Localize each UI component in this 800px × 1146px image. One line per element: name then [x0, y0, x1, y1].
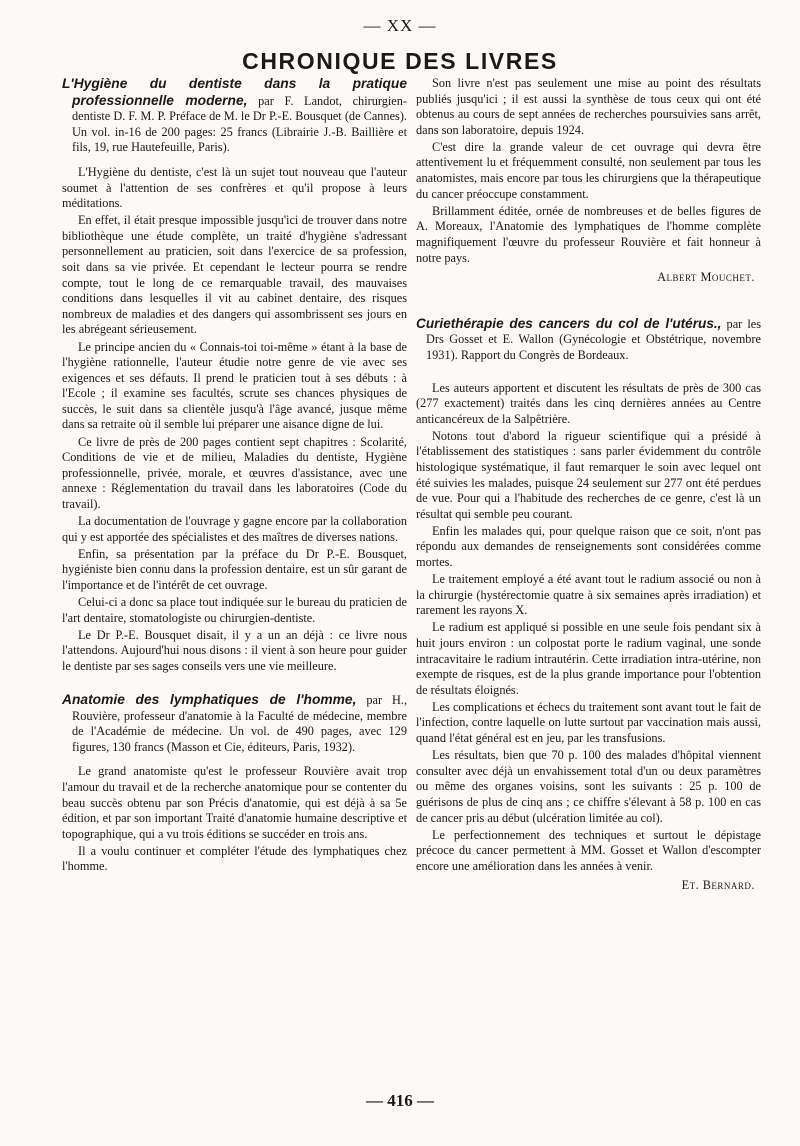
review-2-signature: Albert Mouchet. [657, 270, 755, 285]
review-3-paragraph: Le radium est appliqué si possible en une seule fois pendant six à huit jours environ : un colpostat porte le radium vaginal, une sonde intracavitaire le radium intrautérin. Cette irradiation intra-utérine, non exempte de risques, est de la plus grande importance pour l'obtention de résultats éloignés. [416, 620, 761, 697]
review-1-paragraph: Ce livre de près de 200 pages contient sept chapitres : Scolarité, Conditions de vie et de milieu, Maladies du dentiste, Hygiène professionnelle, privée, morale, et œuvres d'assistance, avec une annexe : Réglementation du travail dans les laboratoires (Code du travail). [62, 434, 407, 511]
review-2-paragraph: Son livre n'est pas seulement une mise au point des résultats publiés jusqu'ici ; il est aussi la synthèse de tous ceux qui ont été obtenus au cours de sept années de recherches poursuivies sans arrêt, dans son laboratoire, depuis 1924. [416, 76, 761, 137]
review-3-paragraph: Les auteurs apportent et discutent les résultats de près de 300 cas (277 exactement) traités dans les cinq dernières années au Centre anticancéreux de la Salpêtrière. [416, 380, 761, 426]
page-title: CHRONIQUE DES LIVRES [242, 48, 558, 74]
review-3-paragraph: Les résultats, bien que 70 p. 100 des malades d'hôpital viennent consulter avec déjà un envahissement total d'un ou deux paramètres ou même des organes voisins, sont les suivants : 25 p. 100 de guérisons de plus de cinq ans ; ce chiffre s'élevant à 58 p. 100 en cas de cancer pris au début (ulcération limitée au col). [416, 748, 761, 825]
review-2-title: Anatomie des lymphatiques de l'homme, [62, 691, 357, 707]
review-1-byline: par F. Landot, chirurgien-dentiste D. F. M. P. Préface de M. le Dr P.-E. Bousquet (de Cannes). Un vol. in-16 de 200 pages: 25 francs (Librairie J.-B. Baillière et fils, 19, rue Hautefeuille, Paris). [72, 93, 408, 155]
section-spacer [416, 373, 761, 381]
review-3-paragraph: Le perfectionnement des techniques et surtout le dépistage précoce du cancer permettent à MM. Gosset et Wallon d'escompter encore une amélioration dans les années à venir. [416, 827, 761, 873]
page-number: — 416 — [366, 1091, 434, 1110]
review-3-title: Curiethérapie des cancers du col de l'utérus., [416, 315, 722, 331]
review-3-paragraph: Notons tout d'abord la rigueur scientifique qui a présidé à l'établissement des statistiques : sans parler évidemment du contrôle histologique systématique, il faut remarquer le soin avec lequel ont été suivies les malades, puisque 24 seulement sur 277 ont été perdues de vue. Pour qui a l'habitude des recherches de ce genre, c'est là un résultat qui semble peu courant. [416, 428, 761, 521]
left-column [62, 76, 407, 877]
review-3-paragraph: Enfin les malades qui, pour quelque raison que ce soit, n'ont pas répondu aux demandes de renseignements sont considérées comme mortes. [416, 523, 761, 570]
review-2-heading [62, 692, 407, 755]
section-spacer [416, 286, 761, 316]
review-1-title: L'Hygiène du dentiste dans la pratique professionnelle moderne, [62, 76, 407, 108]
review-1-heading [62, 76, 407, 156]
review-1-paragraph: Le principe ancien du « Connais-toi toi-même » étant à la base de l'hygiène rationnelle, l'auteur étudie notre genre de vie avec ses exigences et ses défauts. Il prend le praticien tout à ses débuts : à l'Ecole ; il examine ses facultés, scrute ses chances physiques de succès, le suit dans sa clientèle jusqu'à l'âge avancé, jusque même dans sa retraite où il semble lui préparer une aisance digne de lui. [62, 339, 407, 432]
right-column [416, 76, 761, 894]
review-2-paragraph: C'est dire la grande valeur de cet ouvrage qui devra être attentivement lu et fréquemment consulté, non seulement par tous les anatomistes, mais encore par tous les chirurgiens que la thérapeutique du cancer préoccupe constamment. [416, 139, 761, 201]
review-1-paragraph: Celui-ci a donc sa place tout indiquée sur le bureau du praticien de l'art dentaire, stomatologiste ou chirurgien-dentiste. [62, 595, 407, 625]
review-2-byline: par H., Rouvière, professeur d'anatomie à la Faculté de médecine, membre de l'Académie de médecine. Un vol. de 490 pages, avec 129 figures, 130 francs (Masson et Cie, éditeurs, Paris, 1932). [72, 692, 408, 754]
review-1-paragraph: Le Dr P.-E. Bousquet disait, il y a un an déjà : ce livre nous l'attendons. Aujourd'hui nous disons : il vient à son heure pour guider le dentiste par ses sages conseils vers une vie meilleure. [62, 627, 407, 673]
section-spacer [62, 676, 407, 692]
review-1-paragraph: Enfin, sa présentation par la préface du Dr P.-E. Bousquet, hygiéniste bien connu dans la profession dentaire, est un sûr garant de l'importance et de l'intérêt de cet ouvrage. [62, 546, 407, 592]
review-2-paragraph: Brillamment éditée, ornée de nombreuses et de belles figures de A. Moreaux, l'Anatomie des lymphatiques de l'homme complète magnifiquement l'œuvre du professeur Rouvière et fait honneur à notre pays. [416, 203, 761, 265]
review-3-paragraph: Les complications et échecs du traitement sont avant tout le fait de l'infection, contre laquelle on lutte surtout par vaccination mais aussi, quand l'état général est en jeu, par les transfusions. [416, 699, 761, 746]
review-3-heading [416, 316, 761, 364]
review-3-paragraph: Le traitement employé a été avant tout le radium associé ou non à la chirurgie (hystérectomie quatre à six semaines après irradiation) et rarement les rayons X. [416, 572, 761, 618]
review-1-paragraph: En effet, il était presque impossible jusqu'ici de trouver dans notre bibliothèque une étude complète, un traité d'hygiène s'adressant personnellement au praticien, soit dans l'exercice de sa profession, soit dans sa vie privée. Et cependant le lecteur pourra se rendre compte, tout le long de ce remarquable travail, des mauvaises conditions dans lesquelles il vit au cabinet dentaire, des risques nombreux de maladies et des dangers qui assombrissent ses jours en les abrégeant sérieusement. [62, 213, 407, 337]
review-3-signature: Et. Bernard. [681, 878, 755, 893]
review-3-byline: par les Drs Gosset et E. Wallon (Gynécologie et Obstétrique, novembre 1931). Rapport du Congrès de Bordeaux. [426, 316, 762, 362]
section-numeral: — XX — [363, 16, 437, 35]
review-2-paragraph: Il a voulu continuer et compléter l'étude des lymphatiques chez l'homme. [62, 843, 407, 874]
review-1-paragraph: La documentation de l'ouvrage y gagne encore par la collaboration qui y est apportée des spécialistes et des maîtres de diverses nations. [62, 514, 407, 544]
review-2-paragraph: Le grand anatomiste qu'est le professeur Rouvière avait trop l'amour du travail et de la recherche anatomique pour se contenter du beau succès obtenu par son Précis d'anatomie, qui est déjà à sa 5e édition, et par son important Traité d'anatomie humaine descriptive et topographique, qui a vu trois éditions se succéder en trois ans. [62, 764, 407, 841]
review-1-paragraph: L'Hygiène du dentiste, c'est là un sujet tout nouveau que l'auteur soumet à l'attention de ses confrères et qu'il propose à leurs méditations. [62, 164, 407, 211]
